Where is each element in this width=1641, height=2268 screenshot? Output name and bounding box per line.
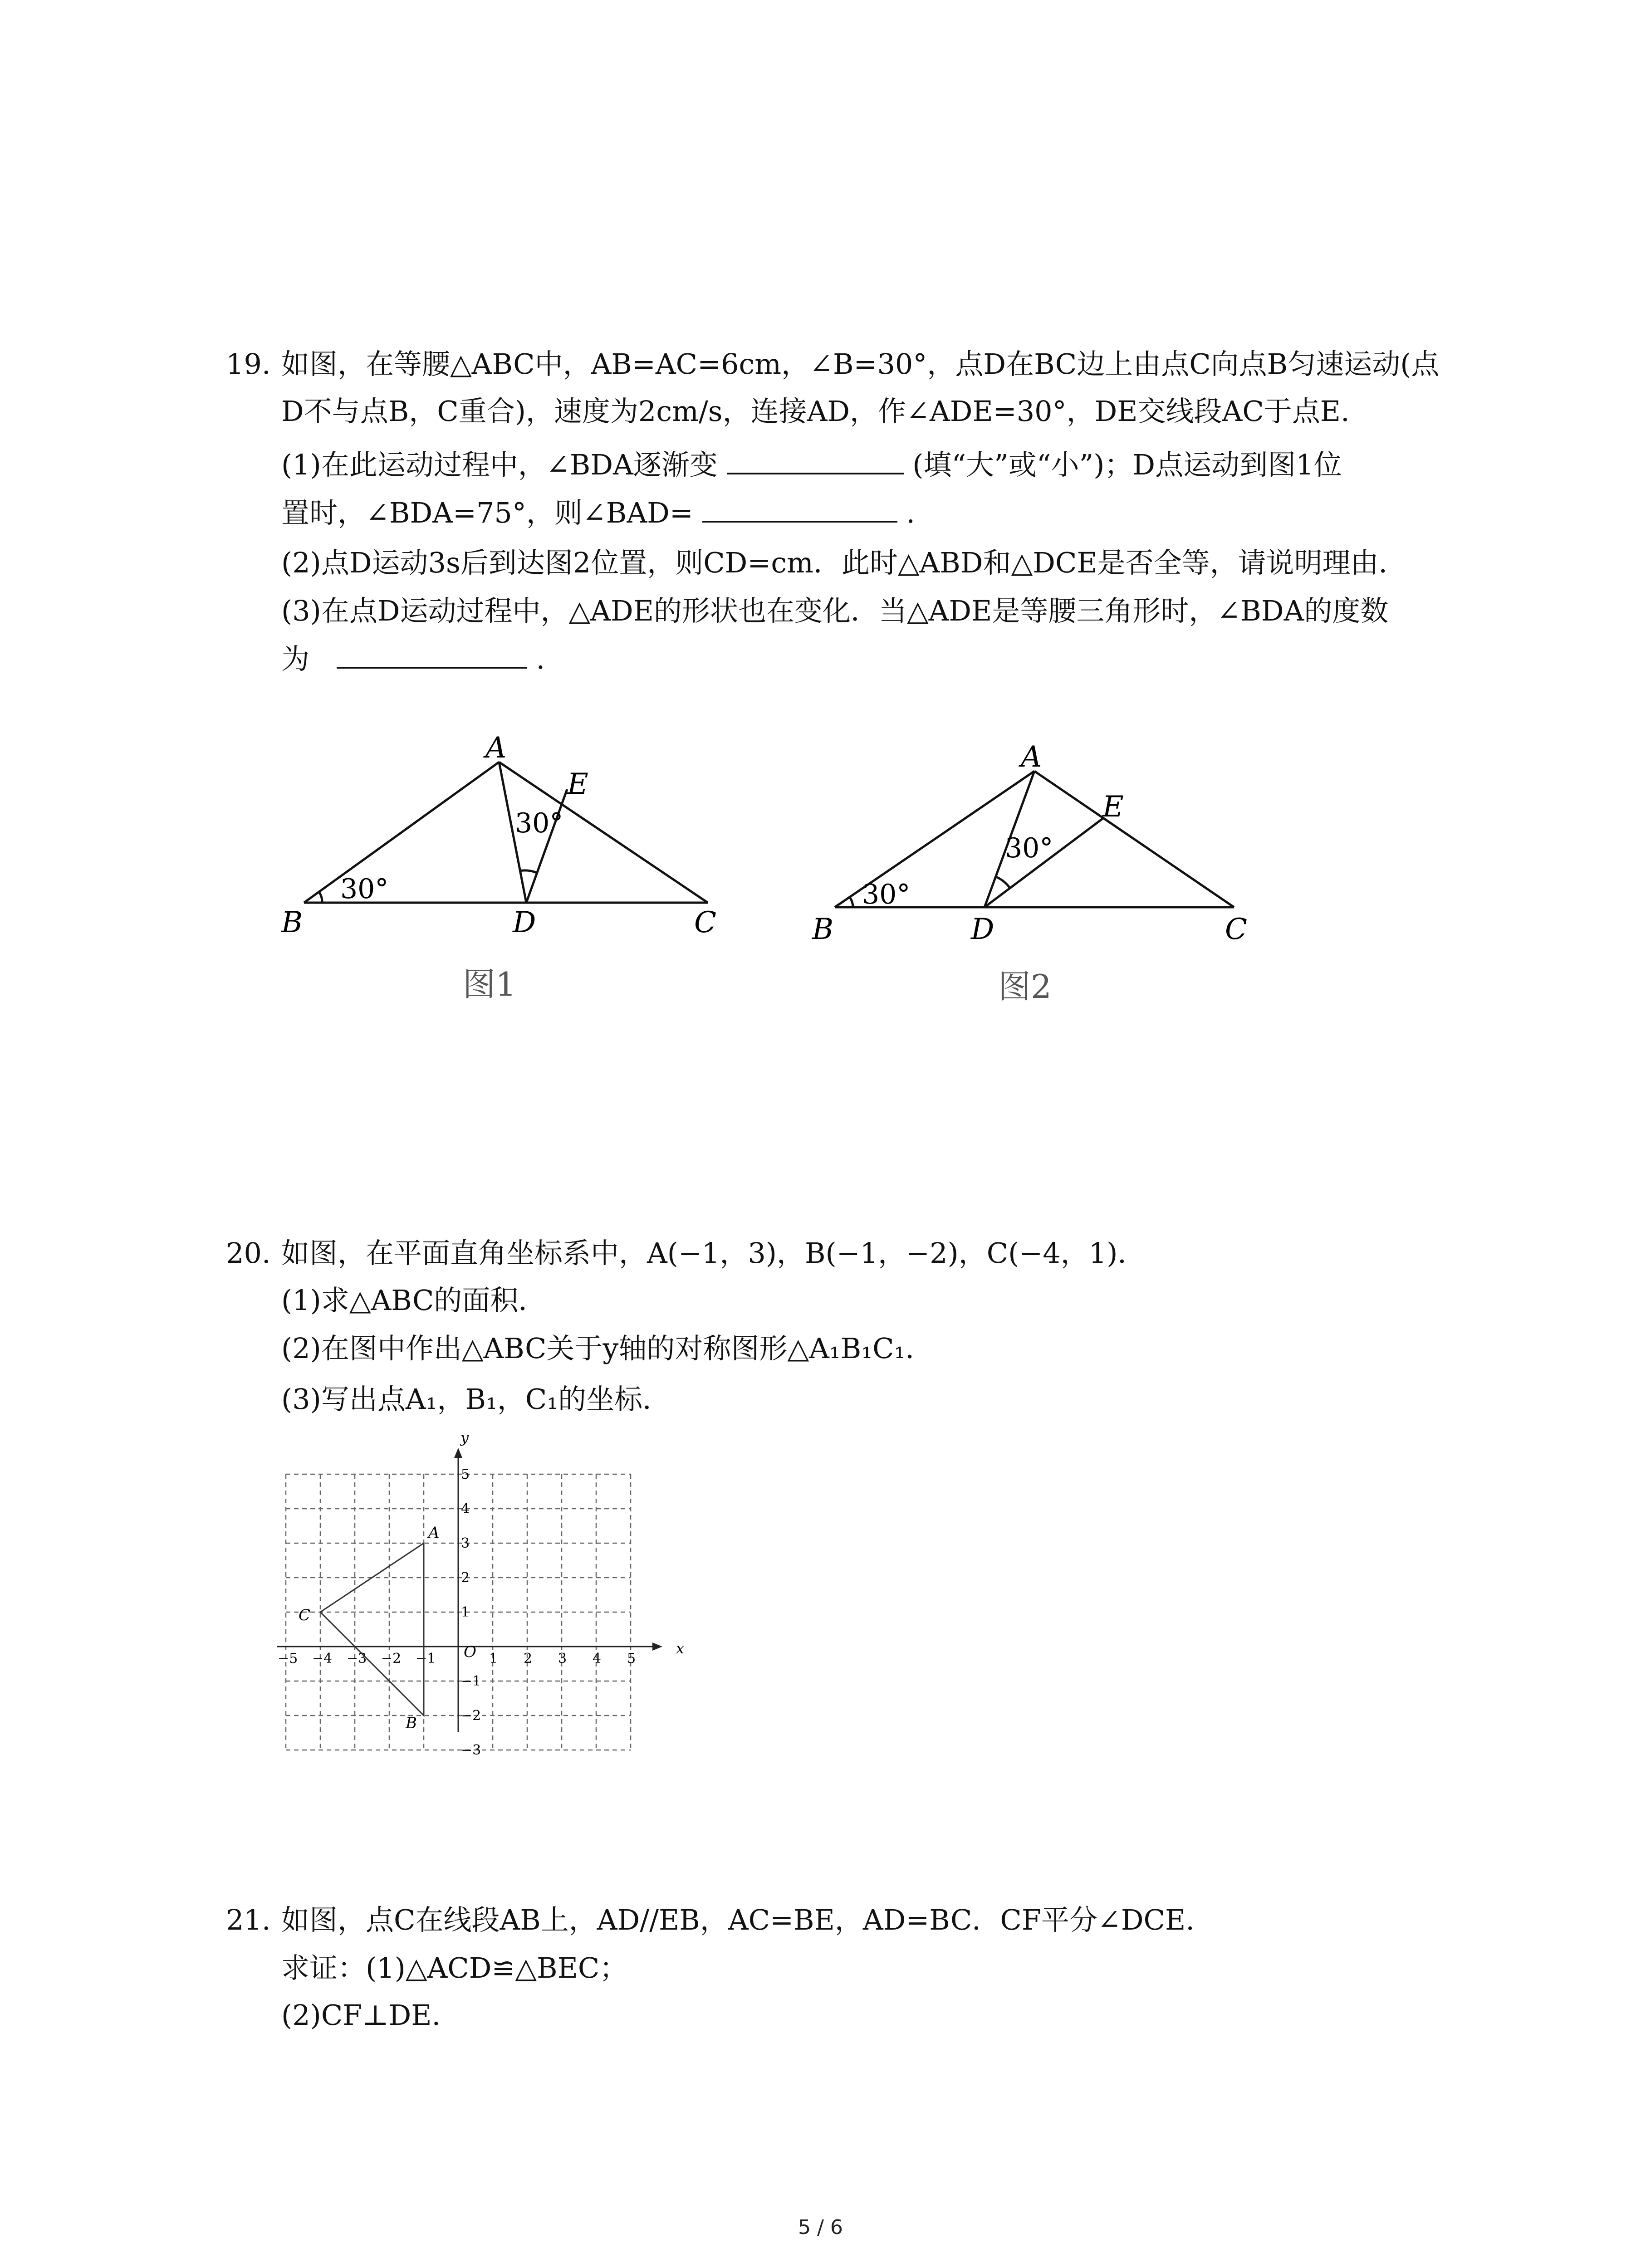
y-tick-label: −1 [461, 1673, 481, 1689]
q19-number: 19. [226, 347, 271, 381]
y-tick-label: 1 [461, 1604, 470, 1620]
q19-figure-1 [272, 717, 753, 1007]
fig1-label-d: D [513, 906, 536, 939]
origin-label: O [464, 1643, 476, 1661]
point-label-a: A [428, 1524, 440, 1542]
q19-part1-text-b: (填“大”或“小”)；D点运动到图1位 [912, 448, 1342, 481]
q19-line1: 如图，在等腰△ABC中，AB=AC=6cm，∠B=30°，点D在BC边上由点C向点B匀速运动(点 [281, 347, 1440, 381]
page-number: 5 / 6 [798, 2216, 843, 2239]
fig2-angle-d-arc [996, 877, 1010, 888]
x-tick-label: 3 [558, 1651, 567, 1667]
x-tick-label: −2 [381, 1651, 402, 1667]
q21-number: 21. [226, 1903, 271, 1936]
x-tick-label: −5 [278, 1651, 298, 1667]
x-tick-label: −3 [347, 1651, 367, 1667]
q20-part3: (3)写出点A₁，B₁，C₁的坐标． [281, 1383, 671, 1416]
q19-part1 [281, 445, 1342, 485]
fig2-label-c: C [1225, 913, 1247, 946]
point-label-c: C [299, 1606, 311, 1624]
q20-line1: 如图，在平面直角坐标系中，A(−1，3)，B(−1，−2)，C(−4，1)． [281, 1237, 1146, 1270]
q20-part1: (1)求△ABC的面积． [281, 1284, 547, 1317]
q19-part1-text-d: . [906, 496, 915, 529]
q19-part3-cont [281, 639, 545, 679]
x-tick-label: 5 [627, 1651, 636, 1667]
fig2-angle-b-arc [850, 897, 853, 907]
fig1-side-ab [304, 762, 499, 903]
q19-part2: (2)点D运动3s后到达图2位置，则CD=cm．此时△ABD和△DCE是否全等，请说明理由． [281, 546, 1407, 579]
q20-part2: (2)在图中作出△ABC关于y轴的对称图形△A₁B₁C₁． [281, 1332, 934, 1365]
q20-coordinate-grid [277, 1429, 694, 1774]
q21-line3: (2)CF⊥DE. [281, 1999, 441, 2032]
q19-part3: (3)在点D运动过程中，△ADE的形状也在变化．当△ADE是等腰三角形时，∠BDA的度数 [281, 594, 1389, 627]
fig1-angle-d-arc [519, 870, 537, 873]
q19-line2: D不与点B，C重合)，速度为2cm/s，连接AD，作∠ADE=30°，DE交线段AC于点E. [281, 395, 1350, 428]
x-tick-label: −1 [416, 1651, 436, 1667]
fig2-angle-d-label: 30° [1005, 832, 1053, 864]
fig1-angle-d-label: 30° [515, 807, 563, 839]
y-tick-label: 5 [461, 1466, 470, 1482]
q20-number: 20. [226, 1237, 271, 1270]
y-tick-label: −3 [461, 1742, 481, 1758]
triangle-abc [320, 1543, 424, 1716]
x-tick-label: −4 [312, 1651, 333, 1667]
fig2-label-d: D [971, 913, 994, 946]
x-axis-label: x [676, 1640, 685, 1657]
fig2-side-ac [1034, 771, 1234, 907]
fig2-angle-b-label: 30° [862, 879, 911, 910]
fig1-label-e: E [567, 767, 588, 801]
y-tick-label: 2 [461, 1570, 470, 1586]
fig1-angle-b-label: 30° [340, 873, 389, 905]
fig1-label-c: C [694, 906, 716, 939]
q19-part3-text-b: 为 [281, 642, 310, 675]
q19-part1-text-c: 置时，∠BDA=75°，则∠BAD= [281, 496, 693, 529]
q21-line2: 求证：(1)△ACD≌△BEC； [281, 1951, 628, 1984]
fig2-label-b: B [812, 913, 834, 946]
q19-part1-text-a: (1)在此运动过程中，∠BDA逐渐变 [281, 448, 718, 481]
x-tick-label: 4 [593, 1651, 602, 1667]
q19-blank-1[interactable] [727, 449, 904, 474]
q21-line1: 如图，点C在线段AB上，AD//EB，AC=BE，AD=BC．CF平分∠DCE. [281, 1903, 1195, 1936]
x-tick-label: 1 [489, 1651, 498, 1667]
fig1-label-a: A [485, 731, 507, 765]
fig2-caption: 图2 [998, 968, 1052, 1006]
point-label-b: B [406, 1714, 417, 1732]
fig1-label-b: B [281, 906, 303, 939]
fig1-caption: 图1 [463, 965, 516, 1003]
y-tick-label: −2 [461, 1708, 481, 1724]
x-axis-arrow [652, 1642, 662, 1651]
y-tick-label: 3 [461, 1535, 470, 1551]
y-axis-arrow [454, 1448, 462, 1458]
q19-part1-cont [281, 493, 915, 533]
fig1-angle-b-arc [319, 892, 322, 903]
q19-blank-2[interactable] [702, 497, 897, 523]
fig2-label-e: E [1102, 790, 1124, 824]
q19-part3-text-c: . [536, 642, 545, 675]
fig2-label-a: A [1021, 740, 1042, 774]
fig1-segment-de [526, 789, 567, 903]
x-tick-label: 2 [524, 1651, 533, 1667]
y-axis-label: y [460, 1429, 469, 1446]
q19-figure-2 [808, 726, 1288, 1016]
q19-blank-3[interactable] [337, 643, 527, 669]
y-tick-label: 4 [461, 1501, 470, 1517]
